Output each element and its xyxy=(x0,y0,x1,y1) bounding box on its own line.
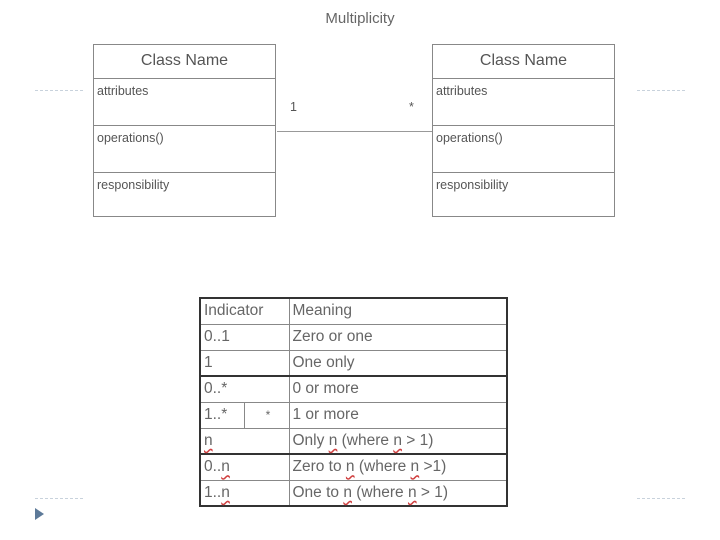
left-class-attributes: attributes xyxy=(94,79,275,126)
left-class-name: Class Name xyxy=(94,45,275,79)
diagram-title: Multiplicity xyxy=(325,10,395,27)
table-header-row xyxy=(200,298,507,324)
meaning-text: (where xyxy=(351,483,408,501)
row-indicator: 1..* xyxy=(200,402,244,428)
header-indicator: Indicator xyxy=(200,298,289,324)
left-class-operations: operations() xyxy=(94,126,275,173)
row-meaning xyxy=(289,480,507,506)
right-class-box xyxy=(432,44,615,217)
row-indicator xyxy=(200,428,289,454)
meaning-var: n xyxy=(345,458,355,476)
meaning-text: (where xyxy=(337,431,394,449)
row-meaning: One only xyxy=(289,350,507,376)
indicator-var: n xyxy=(221,483,230,501)
meaning-var: n xyxy=(328,431,338,449)
row-meaning xyxy=(289,454,507,480)
meaning-text: (where xyxy=(354,458,411,476)
row-extra-star: * xyxy=(244,402,289,428)
row-indicator: 1 xyxy=(200,350,289,376)
decorative-dash-bottom-right xyxy=(637,498,685,499)
right-class-operations: operations() xyxy=(433,126,614,173)
left-multiplicity: 1 xyxy=(290,100,297,114)
row-indicator xyxy=(200,480,289,506)
table-row xyxy=(200,402,507,428)
left-class-responsibility: responsibility xyxy=(97,178,170,192)
meaning-text: >1) xyxy=(419,458,447,476)
right-class-attributes: attributes xyxy=(433,79,614,126)
association-line xyxy=(277,131,432,132)
indicator-var: n xyxy=(221,458,230,476)
table-row xyxy=(200,350,507,376)
right-class-responsibility: responsibility xyxy=(436,178,509,192)
row-meaning: 0 or more xyxy=(289,376,507,402)
meaning-var: n xyxy=(343,483,352,501)
meaning-text: Zero to xyxy=(292,458,346,476)
right-multiplicity: * xyxy=(409,100,414,114)
row-meaning: Zero or one xyxy=(289,324,507,350)
row-indicator xyxy=(200,454,289,480)
row-meaning xyxy=(289,428,507,454)
row-indicator: 0..1 xyxy=(200,324,289,350)
meaning-text: > 1) xyxy=(401,431,434,449)
meaning-text: One to xyxy=(292,483,344,501)
right-class-name: Class Name xyxy=(433,45,614,79)
multiplicity-table xyxy=(199,297,508,507)
meaning-text: > 1) xyxy=(416,483,449,501)
table-row xyxy=(200,480,507,506)
header-meaning: Meaning xyxy=(289,298,507,324)
table-row xyxy=(200,428,507,454)
left-class-box xyxy=(93,44,276,217)
meaning-var: n xyxy=(393,431,402,449)
slide-bullet-triangle-icon xyxy=(35,508,44,520)
row-meaning: 1 or more xyxy=(289,402,507,428)
indicator-text: 1.. xyxy=(204,483,222,501)
row-indicator: 0..* xyxy=(200,376,289,402)
decorative-dash-top-left xyxy=(35,90,83,91)
table-row xyxy=(200,454,507,480)
table-row xyxy=(200,376,507,402)
meaning-text: Only xyxy=(292,431,329,449)
meaning-var: n xyxy=(407,483,417,501)
indicator-text: 0.. xyxy=(204,458,222,476)
decorative-dash-bottom-left xyxy=(35,498,83,499)
indicator-var: n xyxy=(204,431,213,449)
meaning-var: n xyxy=(410,458,420,476)
decorative-dash-top-right xyxy=(637,90,685,91)
table-row xyxy=(200,324,507,350)
